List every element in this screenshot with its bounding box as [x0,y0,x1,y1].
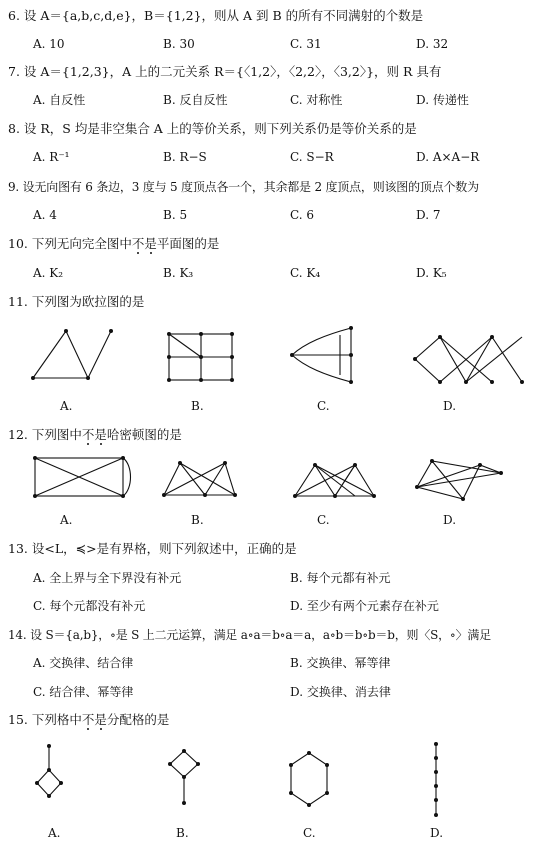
q6-option-c: C. 31 [290,37,322,51]
q8-option-c: C. S−R [290,150,334,164]
q9-option-c: C. 6 [290,208,315,222]
q6-option-a: A. 10 [33,37,65,51]
q15-stem: 15. 下列格中不是分配格的是 [8,712,170,727]
q14-option-a: A. 交换律、结合律 [33,656,134,670]
q7-option-b: B. 反自反性 [163,93,228,107]
q15-lattice-d [0,740,538,830]
q11-label-c: C. [317,399,330,413]
q14-option-c: C. 结合律、幂等律 [33,685,134,699]
q9-option-a: A. 4 [33,208,57,222]
q8-option-b: B. R−S [163,150,207,164]
q7-option-c: C. 对称性 [290,93,343,107]
q13-option-d: D. 至少有两个元素存在补元 [290,599,439,613]
q12-label-c: C. [317,513,330,527]
q14-stem: 14. 设 S＝{a,b}，∘是 S 上二元运算，满足 a∘a＝b∘a＝a，a∘b＝b∘b＝b，则〈S，∘〉满足 [8,628,492,642]
q15-label-c: C. [303,826,316,840]
q15-label-d: D. [430,826,444,840]
q10-option-b: B. K₃ [163,266,194,280]
q6-option-d: D. 32 [416,37,449,51]
q10-stem: 10. 下列无向完全图中不是平面图的是 [8,236,220,251]
q10-option-a: A. K₂ [33,266,64,280]
q14-option-b: B. 交换律、幂等律 [290,656,391,670]
q13-option-b: B. 每个元都有补元 [290,571,391,585]
q11-label-b: B. [191,399,204,413]
q12-graph-d [0,455,538,515]
q8-option-a: A. R⁻¹ [33,150,70,164]
q6-stem: 6. 设 A＝{a,b,c,d,e}，B＝{1,2}，则从 A 到 B 的所有不同满射的个数是 [8,8,424,23]
q11-label-a: A. [60,399,73,413]
q12-label-a: A. [60,513,73,527]
q6-option-b: B. 30 [163,37,195,51]
q11-label-d: D. [443,399,457,413]
q9-option-b: B. 5 [163,208,188,222]
q7-option-a: A. 自反性 [33,93,86,107]
q11-graph-d [0,325,538,415]
q12-label-b: B. [191,513,204,527]
q15-label-b: B. [176,826,189,840]
q8-stem: 8. 设 R，S 均是非空集合 A 上的等价关系，则下列关系仍是等价关系的是 [8,121,417,136]
q10-option-d: D. K₅ [416,266,447,280]
q13-option-c: C. 每个元都没有补元 [33,599,146,613]
q7-option-d: D. 传递性 [416,93,469,107]
q12-stem: 12. 下列图中不是哈密顿图的是 [8,427,182,442]
q9-stem: 9. 设无向图有 6 条边，3 度与 5 度顶点各一个，其余都是 2 度顶点，则该图的顶点个数为 [8,180,479,194]
q8-option-d: D. A×A−R [416,150,480,164]
q12-label-d: D. [443,513,457,527]
q13-option-a: A. 全上界与全下界没有补元 [33,571,182,585]
q11-stem: 11. 下列图为欧拉图的是 [8,294,145,309]
q7-stem: 7. 设 A＝{1,2,3}，A 上的二元关系 R＝{〈1,2〉，〈2,2〉，〈3,2〉}，则 R 具有 [8,64,442,79]
q14-option-d: D. 交换律、消去律 [290,685,391,699]
q9-option-d: D. 7 [416,208,441,222]
q15-label-a: A. [48,826,61,840]
q10-option-c: C. K₄ [290,266,321,280]
q13-stem: 13. 设<L，≼>是有界格，则下列叙述中，正确的是 [8,541,297,556]
